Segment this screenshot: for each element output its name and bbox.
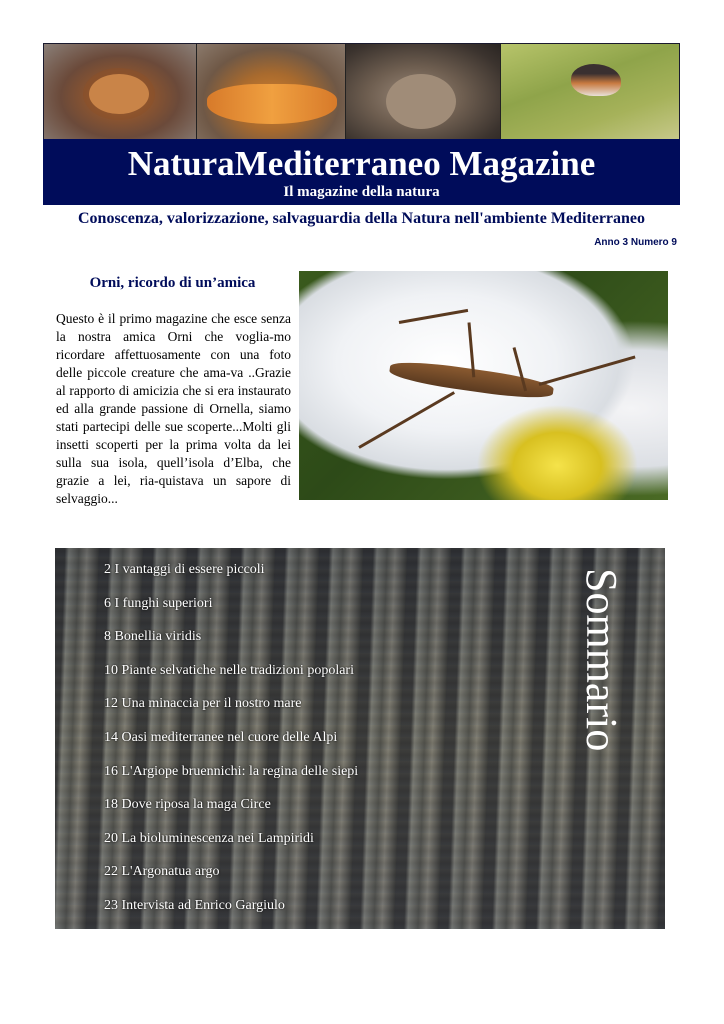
toc-item[interactable]: 12 Una minaccia per il nostro mare (104, 696, 302, 712)
toc-list (104, 562, 358, 929)
toc-item[interactable]: 8 Bonellia viridis (104, 629, 202, 645)
insect-leg (399, 309, 468, 324)
toc-item[interactable]: 16 L'Argiope bruennichi: la regina delle siepi (104, 763, 359, 779)
tagline: Conoscenza, valorizzazione, salvaguardia della Natura nell'ambiente Mediterraneo (77, 210, 646, 227)
toc-item[interactable]: 18 Dove riposa la maga Circe (104, 797, 271, 813)
toc-item[interactable]: 23 Intervista ad Enrico Gargiulo (104, 897, 285, 913)
article-body: Questo è il primo magazine che esce senza la nostra amica Orni che voglia-mo ricordare affettuosamente con una foto delle piccole creature che ama-va ..Grazie al rapporto di amicizia che si era instaurato ed alla grande passione di Ornella, siamo stati partecipi delle sue scoperte...Molti gli insetti scoperti per la prima volta da lei sulla sua isola, quell’isola d’Elba, che grazie a lei, ria-quistava un sapore di selvaggio... (56, 311, 291, 506)
magazine-title: NaturaMediterraneo Magazine (127, 144, 596, 183)
sommario-heading-box (567, 568, 647, 788)
insect-on-flower-photo (299, 271, 668, 500)
insect-antenna (539, 355, 636, 385)
toc-item[interactable]: 2 I vantaggi di essere piccoli (104, 562, 265, 577)
masthead (43, 139, 680, 205)
moth-photo (197, 44, 347, 140)
sommario-heading: Sommario (577, 568, 626, 752)
toc-item[interactable]: 6 I funghi superiori (104, 595, 213, 611)
issue-number: Anno 3 Numero 9 (594, 237, 677, 248)
table-of-contents-panel (55, 548, 665, 929)
toc-item[interactable]: 10 Piante selvatiche nelle tradizioni popolari (104, 662, 354, 678)
insect-leg (358, 391, 455, 449)
bird-photo (501, 44, 679, 140)
header-photo-strip (43, 43, 680, 139)
article-title: Orni, ricordo di un’amica (89, 275, 256, 291)
magazine-subtitle: Il magazine della natura (283, 184, 440, 200)
toc-item[interactable]: 22 L'Argonatua argo (104, 864, 220, 880)
mouse-photo (346, 44, 501, 140)
spider-photo (44, 44, 197, 140)
toc-item[interactable]: 14 Oasi mediterranee nel cuore delle Alpi (104, 729, 338, 745)
toc-item[interactable]: 20 La bioluminescenza nei Lampiridi (104, 830, 314, 846)
